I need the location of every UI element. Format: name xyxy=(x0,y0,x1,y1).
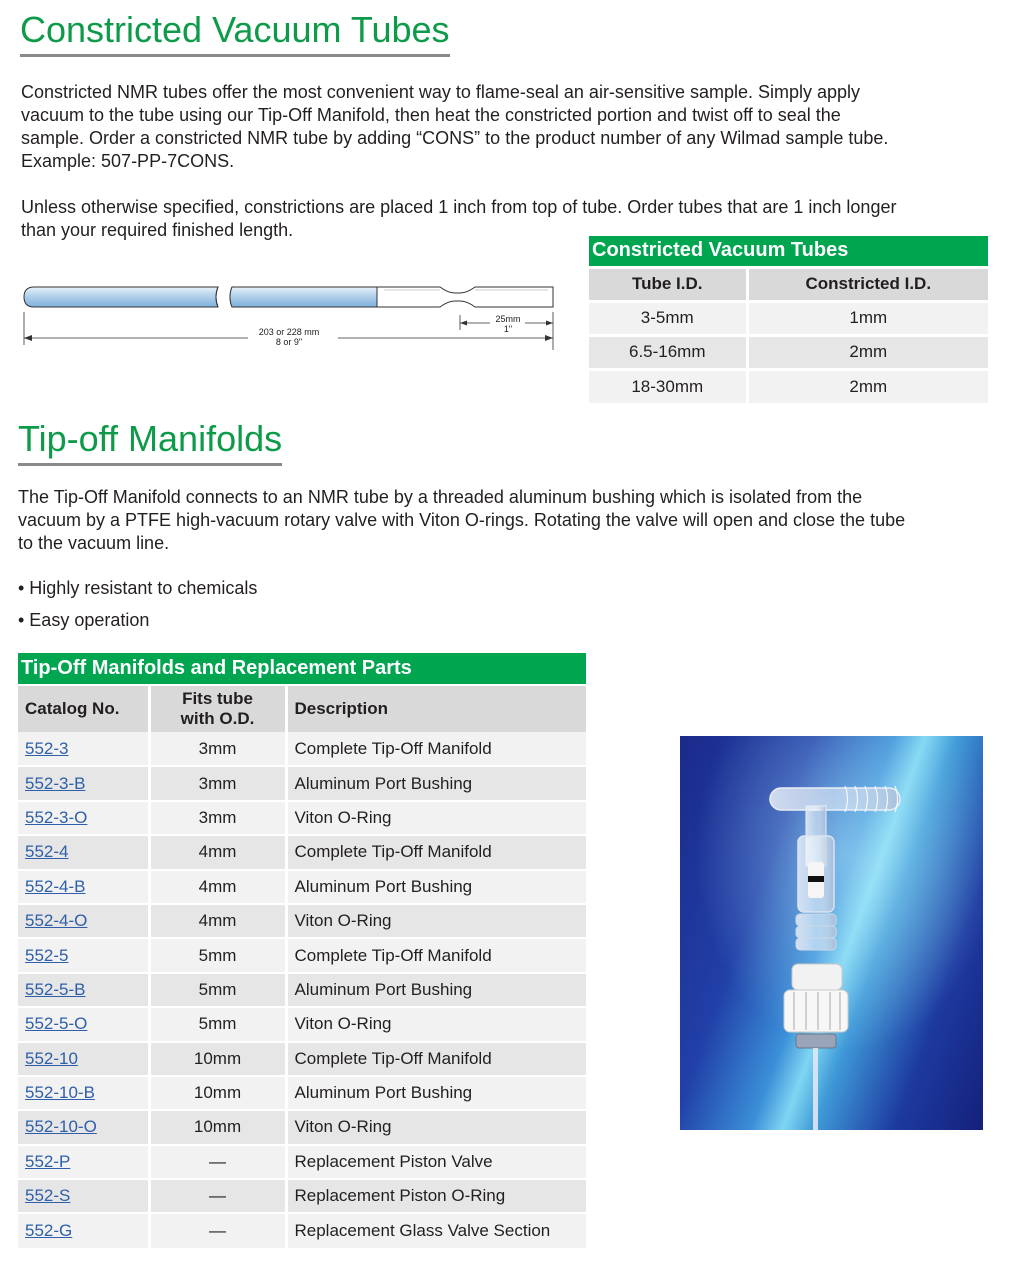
description-cell: Complete Tip-Off Manifold xyxy=(286,835,586,869)
constricted-tubes-table xyxy=(589,236,988,403)
catalog-link[interactable]: 552-5-B xyxy=(25,979,86,999)
tipoff-section-title: Tip-off Manifolds xyxy=(18,419,282,466)
catalog-link[interactable]: 552-5-O xyxy=(25,1014,88,1034)
tube-id-cell: 6.5-16mm xyxy=(589,335,747,369)
constricted-table-title: Constricted Vacuum Tubes xyxy=(589,236,988,267)
tipoff-parts-table xyxy=(18,653,586,1248)
catalog-no-cell xyxy=(18,1007,149,1041)
tube-id-cell: 3-5mm xyxy=(589,301,747,335)
table-row xyxy=(18,801,586,835)
table-row xyxy=(18,1076,586,1110)
overall-length-mm: 203 or 228 mm xyxy=(258,327,320,337)
catalog-no-cell xyxy=(18,973,149,1007)
catalog-no-cell xyxy=(18,732,149,766)
catalog-link[interactable]: 552-5 xyxy=(25,945,69,965)
constricted-intro-paragraph: Constricted NMR tubes offer the most convenient way to flame-seal an air-sensitive sample. Simply apply vacuum to the tube using our Tip-Off Manifold, then heat the constricted portion and twist off to seal the sample. Order a constricted NMR tube by adding “CONS” to the product number of any Wilmad sample tube. Example: 507-PP-7CONS. xyxy=(21,82,889,171)
description-cell: Replacement Piston O-Ring xyxy=(286,1179,586,1213)
fits-tube-cell: 4mm xyxy=(149,904,286,938)
table-row xyxy=(18,1179,586,1213)
catalog-no-cell xyxy=(18,1179,149,1213)
table-row xyxy=(589,301,988,335)
tipoff-intro-paragraph: The Tip-Off Manifold connects to an NMR tube by a threaded aluminum bushing which is isolated from the vacuum by a PTFE high-vacuum rotary valve with Viton O-rings. Rotating the valve will open and close the tube to the vacuum line. xyxy=(18,487,906,553)
catalog-link[interactable]: 552-4 xyxy=(25,842,69,862)
catalog-no-cell xyxy=(18,870,149,904)
fits-tube-cell: 3mm xyxy=(149,732,286,766)
catalog-no-cell xyxy=(18,801,149,835)
fits-tube-cell: 3mm xyxy=(149,801,286,835)
bullet-easy-operation: • Easy operation xyxy=(18,610,150,630)
description-cell: Viton O-Ring xyxy=(286,801,586,835)
catalog-link[interactable]: 552-P xyxy=(25,1151,71,1171)
catalog-link[interactable]: 552-10 xyxy=(25,1048,78,1068)
header-catalog-no: Catalog No. xyxy=(18,685,149,732)
table-row xyxy=(18,1110,586,1144)
constricted-id-cell: 2mm xyxy=(747,369,988,403)
constricted-id-cell: 1mm xyxy=(747,301,988,335)
fits-tube-cell: 5mm xyxy=(149,973,286,1007)
catalog-no-cell xyxy=(18,938,149,972)
fits-tube-cell: 5mm xyxy=(149,1007,286,1041)
catalog-link[interactable]: 552-4-O xyxy=(25,911,88,931)
header-constricted-id: Constricted I.D. xyxy=(747,267,988,301)
catalog-no-cell xyxy=(18,1076,149,1110)
header-tube-id: Tube I.D. xyxy=(589,267,747,301)
table-row xyxy=(589,335,988,369)
table-row xyxy=(18,1042,586,1076)
tipoff-manifold-photo xyxy=(680,736,983,1130)
fits-tube-cell: 5mm xyxy=(149,938,286,972)
catalog-link[interactable]: 552-4-B xyxy=(25,876,86,896)
table-row xyxy=(18,870,586,904)
table-row xyxy=(18,938,586,972)
table-row xyxy=(18,766,586,800)
table-row xyxy=(18,904,586,938)
fits-tube-cell: 10mm xyxy=(149,1110,286,1144)
offset-length-mm: 25mm xyxy=(495,314,521,324)
catalog-link[interactable]: 552-3-O xyxy=(25,807,88,827)
tube-id-cell: 18-30mm xyxy=(589,369,747,403)
offset-length-in: 1" xyxy=(503,324,513,334)
table-row xyxy=(18,973,586,1007)
bullet-chemical-resistance: • Highly resistant to chemicals xyxy=(18,578,258,598)
catalog-link[interactable]: 552-3-B xyxy=(25,773,86,793)
fits-tube-cell: 10mm xyxy=(149,1076,286,1110)
table-row xyxy=(589,369,988,403)
fits-tube-cell: 4mm xyxy=(149,870,286,904)
description-cell: Complete Tip-Off Manifold xyxy=(286,732,586,766)
description-cell: Aluminum Port Bushing xyxy=(286,870,586,904)
catalog-link[interactable]: 552-10-O xyxy=(25,1117,97,1137)
description-cell: Viton O-Ring xyxy=(286,904,586,938)
fits-tube-cell: — xyxy=(149,1213,286,1247)
tube-middle-segment xyxy=(230,287,377,307)
table-row xyxy=(18,1145,586,1179)
description-cell: Aluminum Port Bushing xyxy=(286,973,586,1007)
fits-tube-cell: 10mm xyxy=(149,1042,286,1076)
header-description: Description xyxy=(286,685,586,732)
tube-diagram xyxy=(20,280,565,355)
description-cell: Aluminum Port Bushing xyxy=(286,1076,586,1110)
catalog-no-cell xyxy=(18,835,149,869)
description-cell: Replacement Piston Valve xyxy=(286,1145,586,1179)
overall-length-in: 8 or 9" xyxy=(275,337,303,347)
constricted-id-cell: 2mm xyxy=(747,335,988,369)
fits-tube-cell: — xyxy=(149,1145,286,1179)
catalog-link[interactable]: 552-S xyxy=(25,1186,71,1206)
description-cell: Viton O-Ring xyxy=(286,1110,586,1144)
catalog-no-cell xyxy=(18,1110,149,1144)
description-cell: Replacement Glass Valve Section xyxy=(286,1213,586,1247)
catalog-link[interactable]: 552-3 xyxy=(25,738,69,758)
table-row xyxy=(18,1007,586,1041)
catalog-no-cell xyxy=(18,1213,149,1247)
description-cell: Viton O-Ring xyxy=(286,1007,586,1041)
header-fits-tube: Fits tube with O.D. xyxy=(149,685,286,732)
catalog-no-cell xyxy=(18,1145,149,1179)
constricted-section-title: Constricted Vacuum Tubes xyxy=(20,10,450,57)
fits-tube-cell: — xyxy=(149,1179,286,1213)
catalog-no-cell xyxy=(18,1042,149,1076)
table-row xyxy=(18,1213,586,1247)
catalog-link[interactable]: 552-G xyxy=(25,1221,73,1241)
table-row xyxy=(18,732,586,766)
table-row xyxy=(18,835,586,869)
description-cell: Complete Tip-Off Manifold xyxy=(286,938,586,972)
tube-left-segment xyxy=(24,287,218,307)
constricted-note-paragraph: Unless otherwise specified, constrictions are placed 1 inch from top of tube. Order tubes that are 1 inch longer than your required finished length. xyxy=(21,197,897,240)
catalog-no-cell xyxy=(18,766,149,800)
catalog-no-cell xyxy=(18,904,149,938)
parts-table-title: Tip-Off Manifolds and Replacement Parts xyxy=(18,653,586,685)
catalog-link[interactable]: 552-10-B xyxy=(25,1083,95,1103)
description-cell: Aluminum Port Bushing xyxy=(286,766,586,800)
fits-tube-cell: 3mm xyxy=(149,766,286,800)
fits-tube-cell: 4mm xyxy=(149,835,286,869)
description-cell: Complete Tip-Off Manifold xyxy=(286,1042,586,1076)
